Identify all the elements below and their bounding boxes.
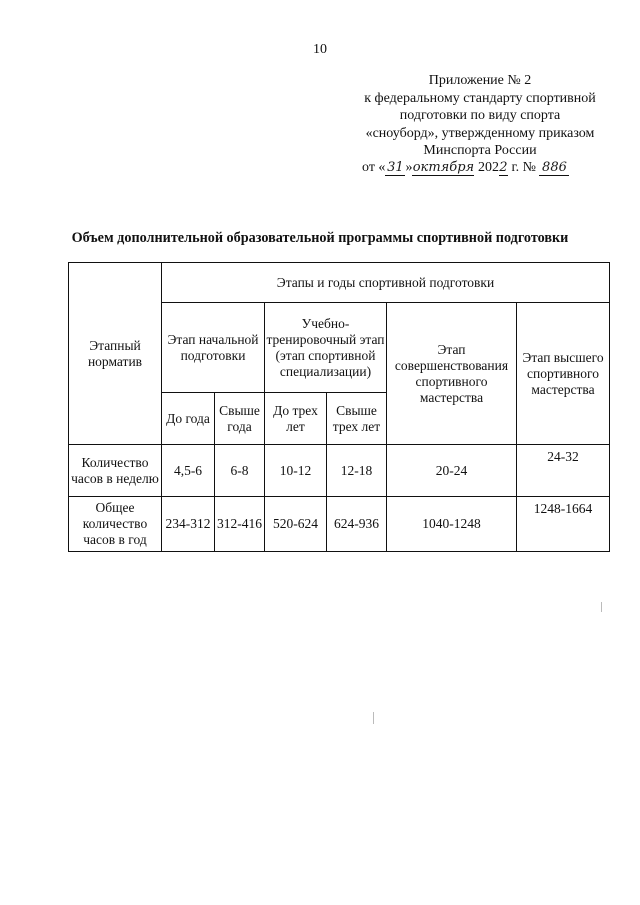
table-cell: 12-18 [327, 445, 387, 497]
sub-up-to-three-years: До трех лет [265, 393, 327, 445]
appendix-block [330, 72, 630, 160]
order-year-prefix: 202 [477, 160, 499, 175]
table-cell: 10-12 [265, 445, 327, 497]
order-mid: » [405, 160, 413, 175]
appendix-line-ministry: Минспорта России [423, 143, 537, 158]
stage-higher-header: Этап высшего спортивного мастерства [517, 303, 610, 445]
table-cell: 24-32 [517, 445, 610, 497]
sub-over-three-years: Свыше трех лет [327, 393, 387, 445]
table-cell: 234-312 [162, 497, 215, 552]
order-year-digit: 2 [499, 160, 508, 175]
table-row [69, 497, 610, 552]
table-cell: 312-416 [215, 497, 265, 552]
table-row [69, 445, 610, 497]
appendix-line-standard: к федеральному стандарту спортивной [364, 90, 596, 106]
order-day: 31 [387, 160, 404, 175]
training-volume-table [68, 262, 610, 552]
table-cell: 1040-1248 [387, 497, 517, 552]
stage-improvement-header: Этап совершенствования спортивного мастерства [387, 303, 517, 445]
table-cell: 1248-1664 [517, 497, 610, 552]
sub-up-to-year: До года [162, 393, 215, 445]
order-prefix: от « [362, 160, 386, 175]
order-month: октября [412, 160, 475, 175]
table-cell: 624-936 [327, 497, 387, 552]
row-label: Количество часов в неделю [69, 445, 162, 497]
row-label: Общее количество часов в год [69, 497, 162, 552]
order-number: 886 [539, 160, 569, 176]
stages-header: Этапы и годы спортивной подготовки [162, 263, 610, 303]
scan-artifact [373, 712, 374, 724]
stage-training-header: Учебно-тренировочный этап (этап спортивной специализации) [265, 303, 387, 393]
page-heading: Объем дополнительной образовательной программы спортивной подготовки [71, 230, 569, 246]
norm-header: Этапный норматив [69, 263, 162, 445]
stage-initial-header: Этап начальной подготовки [162, 303, 265, 393]
appendix-line-sport: подготовки по виду спорта [399, 108, 561, 123]
appendix-line-order: «сноуборд», утвержденному приказом [365, 125, 595, 141]
table-cell: 20-24 [387, 445, 517, 497]
scan-artifact [601, 602, 602, 612]
table-cell: 520-624 [265, 497, 327, 552]
order-year-suffix: г. № [511, 160, 536, 175]
sub-over-year: Свыше года [215, 393, 265, 445]
table-cell: 4,5-6 [162, 445, 215, 497]
order-date-line [362, 160, 632, 176]
appendix-title: Приложение № 2 [428, 73, 532, 88]
page-number: 10 [313, 42, 327, 57]
table-cell: 6-8 [215, 445, 265, 497]
